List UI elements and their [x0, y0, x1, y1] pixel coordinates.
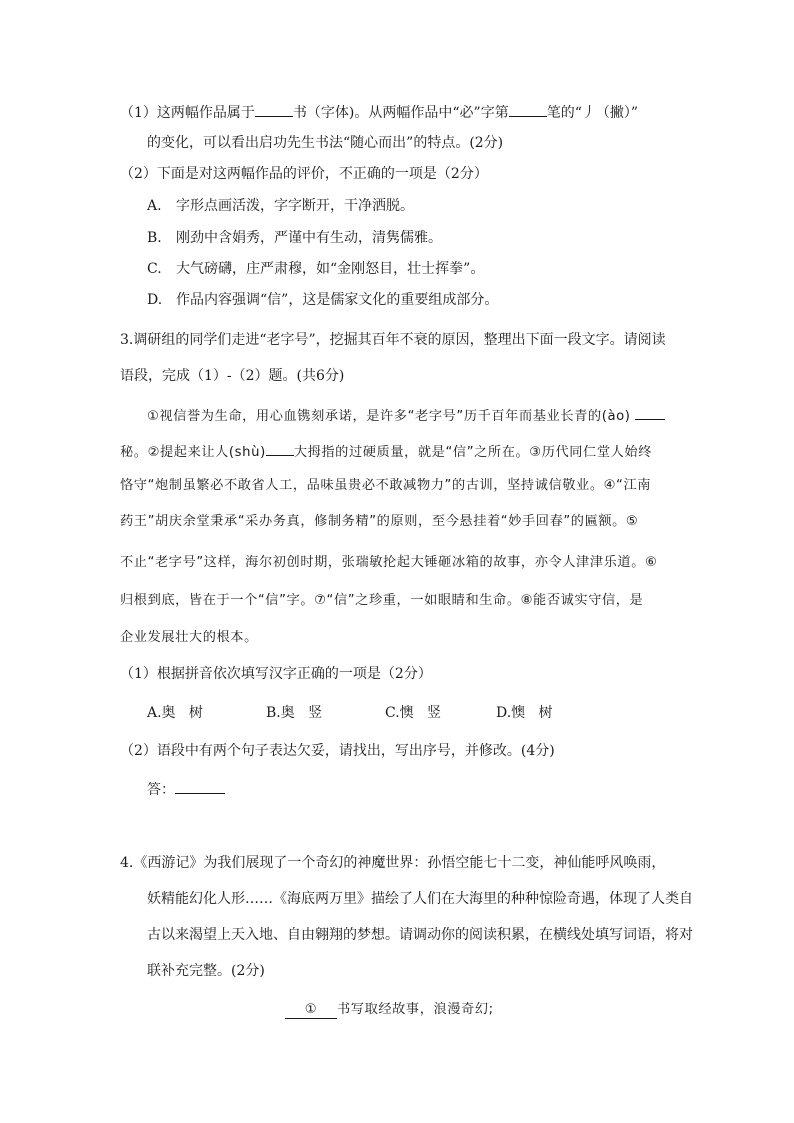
passage-line7: 企业发展壮大的根本。 — [120, 630, 258, 645]
option-text: 大气磅礴，庄严肃穆，如“金刚怒目，壮士挥拳”。 — [176, 261, 485, 277]
option-c[interactable] — [147, 259, 484, 279]
choice-d[interactable]: D.懊 树 — [496, 705, 553, 721]
answer-line — [147, 778, 225, 800]
passage-line6: 归根到底，皆在于一个“信”字。⑦“信”之珍重，一如眼睛和生命。⑧能否诚实守信，是 — [120, 593, 644, 608]
option-b[interactable] — [147, 228, 442, 248]
option-text: 字形点画活泼，字字断开，干净洒脱。 — [176, 198, 414, 214]
q2-sub2-prompt: （2）下面是对这两幅作品的评价，不正确的一项是（2分） — [120, 166, 488, 182]
q4-line1: 4.《西游记》为我们展现了一个奇幻的神魔世界：孙悟空能七十二变，神仙能呼风唤雨， — [120, 855, 666, 871]
option-letter: D. — [147, 292, 163, 308]
choice-b[interactable]: B.奥 竖 — [266, 705, 323, 721]
answer-label: 答： — [147, 782, 175, 798]
q3-intro-line2: 语段，完成（1）-（2）题。(共6分) — [120, 368, 345, 384]
q3-intro-line1: 3.调研组的同学们走进“老字号”，挖掘其百年不衰的原因，整理出下面一段文字。请阅读 — [120, 332, 666, 348]
passage-text: ①视信誉为生命，用心血镌刻承诺，是许多“老字号”历千百年而基业长青的(ào) — [147, 409, 631, 424]
passage-text: 大拇指的过硬质量，就是“信”之所在。③历代同仁堂人始终 — [293, 445, 652, 460]
option-text: 刚劲中含娟秀，严谨中有生动，清隽儒雅。 — [176, 230, 442, 246]
option-text: 作品内容强调“信”，这是儒家文化的重要组成部分。 — [176, 292, 499, 308]
q2-sub1-line2: 的变化，可以看出启功先生书法“随心而出”的特点。(2分) — [147, 135, 504, 151]
answer-blank[interactable] — [175, 778, 225, 794]
q4-line2: 妖精能幻化人形……《海底两万里》描绘了人们在大海里的种种惊险奇遇，体现了人类自 — [147, 891, 693, 907]
passage-line3: 恪守“炮制虽繁必不敢省人工，品味虽贵必不敢减物力”的古训，坚持诚信敬业。④“江南 — [120, 478, 652, 493]
passage-text: 秘。②提起来让人(shù) — [120, 445, 266, 460]
q2-sub1-line1 — [120, 101, 638, 123]
passage-line4: 药王”胡庆余堂秉承“采办务真，修制务精”的原则，至今悬挂着“妙手回春”的匾额。⑤ — [120, 514, 639, 529]
passage-line1 — [147, 404, 665, 427]
option-letter: B. — [147, 230, 162, 246]
option-d[interactable] — [147, 290, 498, 310]
fill-blank[interactable] — [509, 101, 547, 117]
fill-blank[interactable] — [635, 404, 665, 420]
fill-blank[interactable] — [266, 440, 294, 456]
q4-line4: 联补充完整。(2分) — [147, 963, 265, 979]
q3-sub2-prompt: （2）语段中有两个句子表达欠妥，请找出，写出序号，并修改。(4分) — [120, 743, 555, 759]
q2-sub1-text-a: （1）这两幅作品属于 — [120, 105, 255, 121]
q4-line3: 古以来渴望上天入地、自由翱翔的梦想。请调动你的阅读积累，在横线处填写词语，将对 — [147, 927, 693, 943]
couplet-number: ① — [304, 1002, 318, 1017]
passage-line2 — [120, 440, 652, 463]
q2-sub1-text-c: 笔的“丿（撇）” — [546, 105, 639, 121]
option-letter: C. — [147, 261, 162, 277]
q3-sub1-prompt: （1）根据拼音依次填写汉字正确的一项是（2分） — [120, 666, 432, 682]
choice-a[interactable]: A.奥 树 — [147, 705, 203, 721]
couplet-blank[interactable] — [285, 1002, 337, 1019]
passage-line5: 不止“老字号”这样，海尔初创时期，张瑞敏抡起大锤砸冰箱的故事，亦令人津津乐道。⑥ — [120, 555, 658, 570]
option-a[interactable] — [147, 196, 414, 216]
q2-sub1-text-b: 书（字体)。从两幅作品中“必”字第 — [292, 105, 509, 121]
couplet-text: 书写取经故事，浪漫奇幻; — [337, 1002, 494, 1017]
choice-c[interactable]: C.懊 竖 — [385, 705, 442, 721]
fill-blank[interactable] — [255, 101, 293, 117]
couplet-line — [285, 1000, 494, 1020]
option-letter: A. — [147, 198, 162, 214]
